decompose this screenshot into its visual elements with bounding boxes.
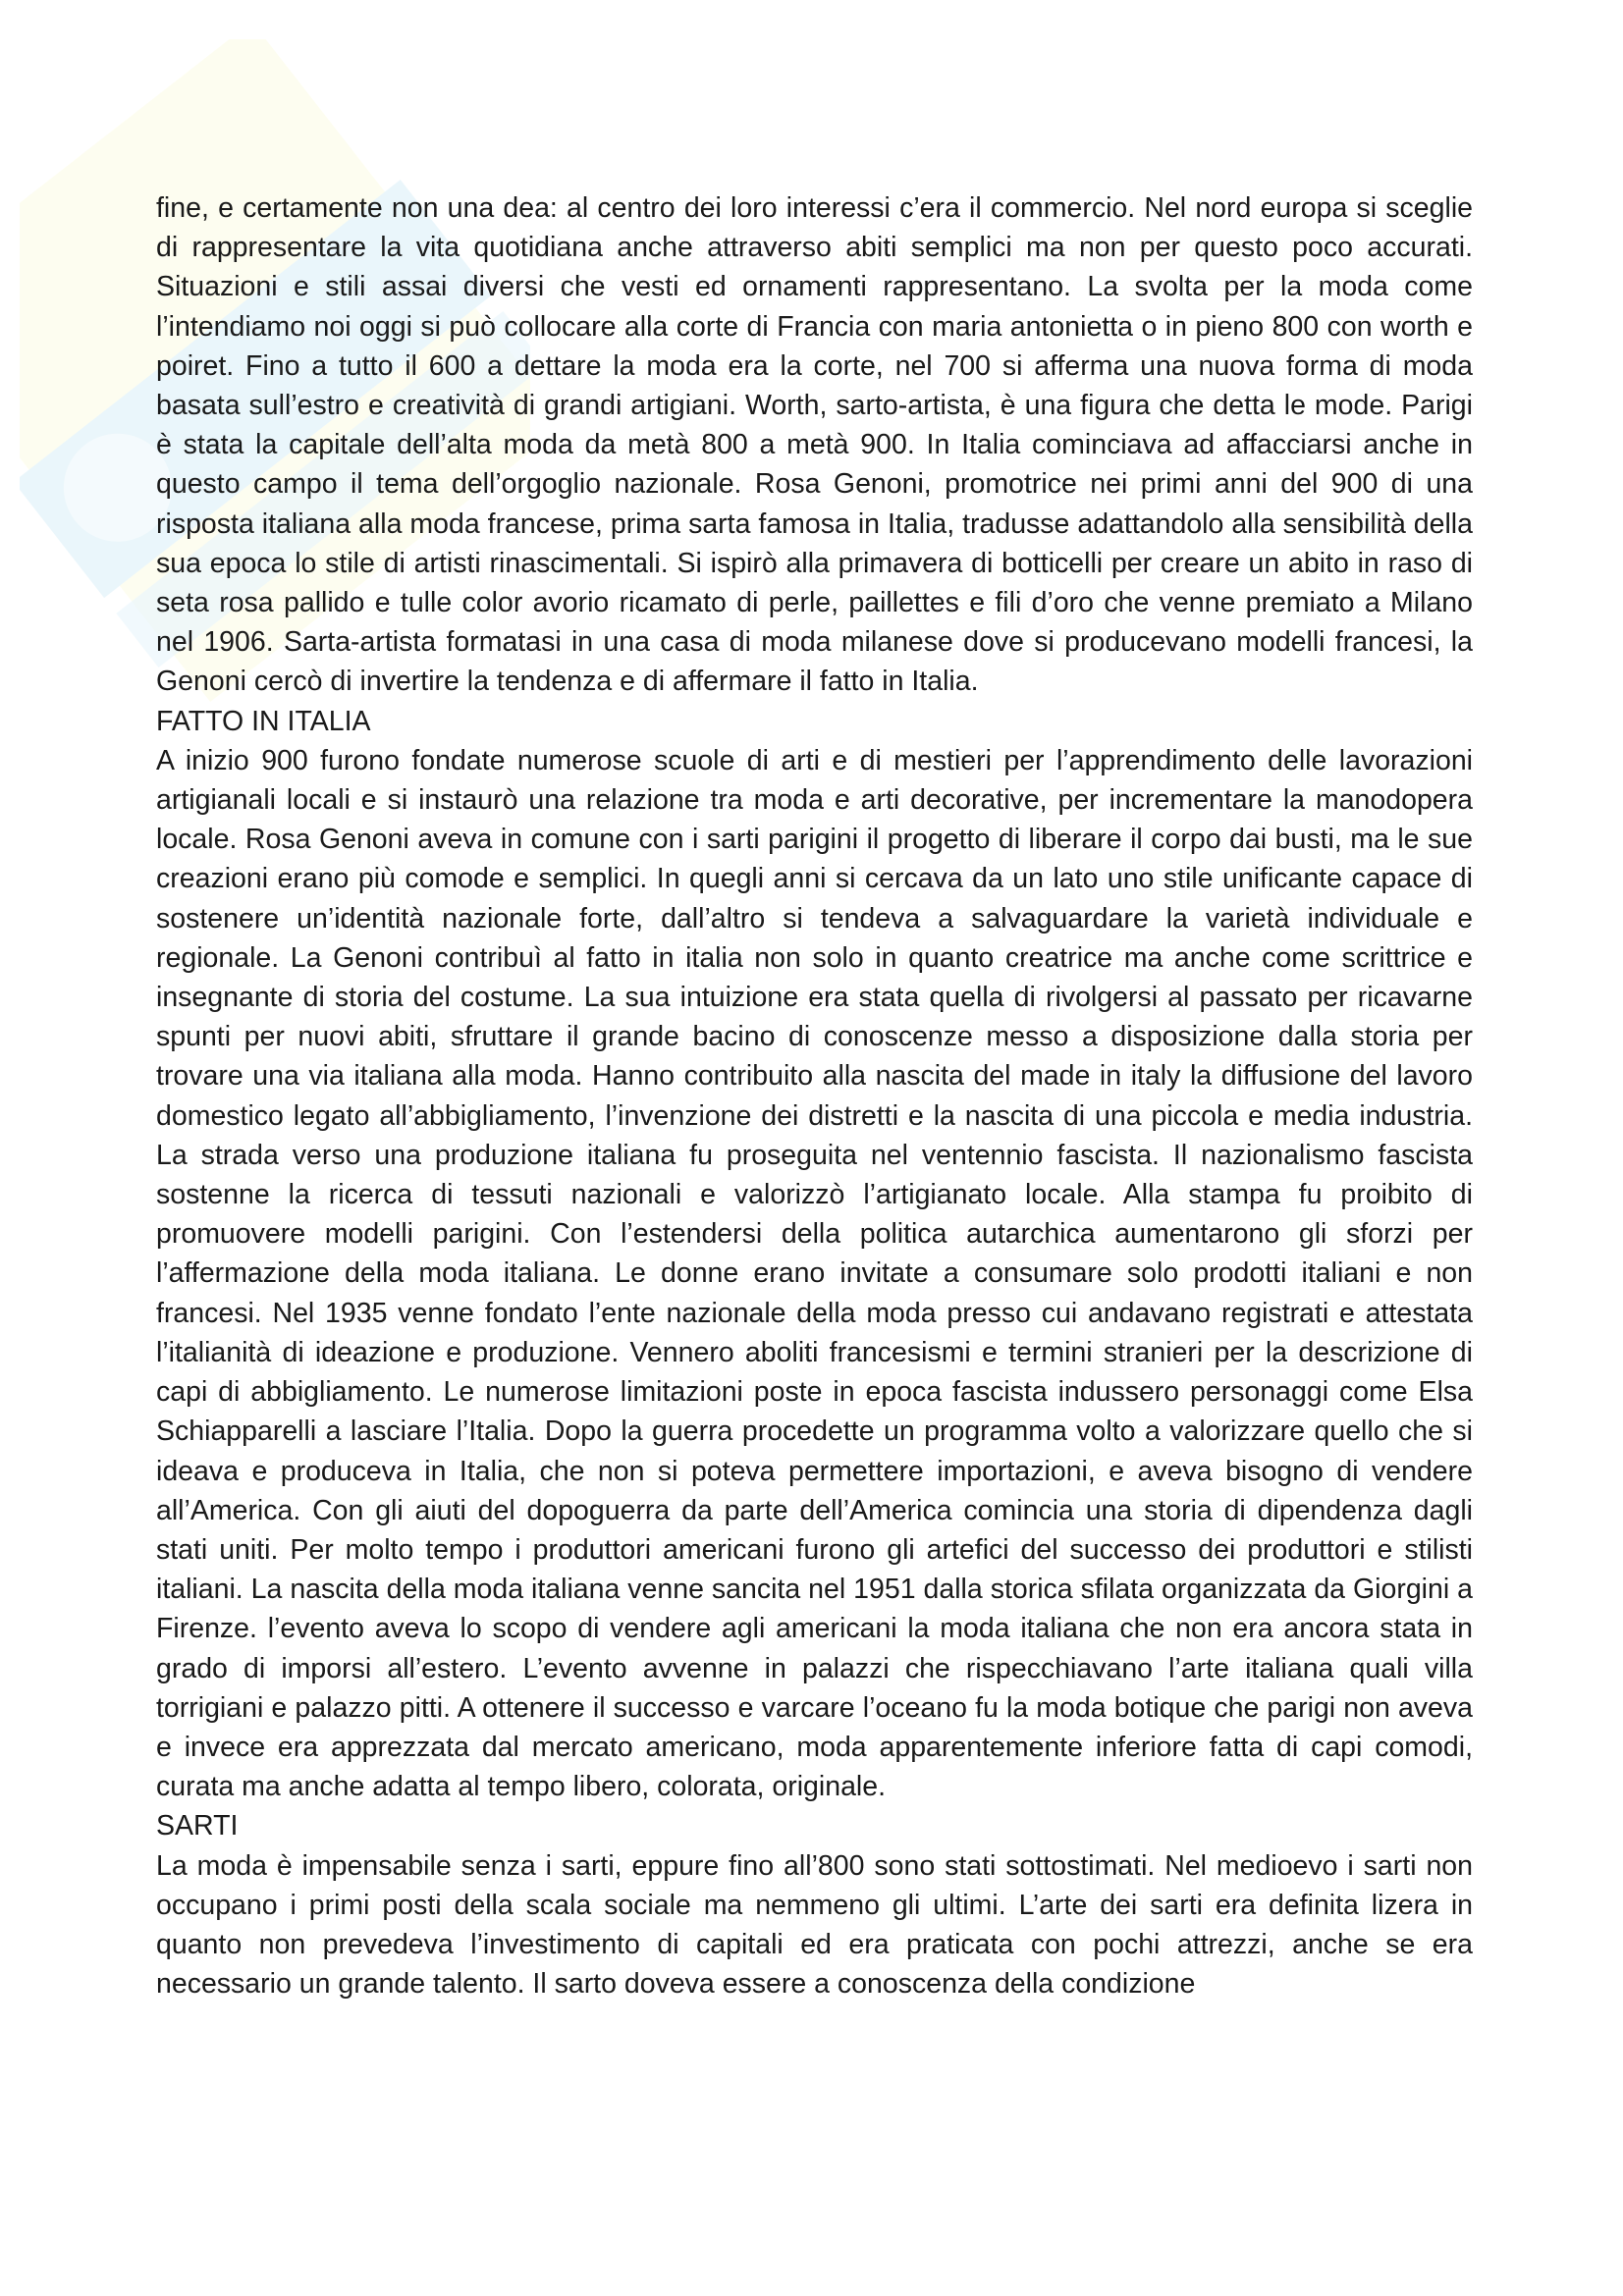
- heading-fatto-in-italia: FATTO IN ITALIA: [156, 705, 371, 737]
- paragraph-intro: fine, e certamente non una dea: al centro dei loro interessi c’era il commercio. Nel nord europa si sceglie di rappresentare la vita quotidiana anche attraverso abiti semplici ma non per questo poco accurati. Situazioni e stili assai diversi che vesti ed ornamenti rappresentano. La svolta per la moda come l’intendiamo noi oggi si può collocare alla corte di Francia con maria antonietta o in pieno 800 con worth e poiret. Fino a tutto il 600 a dettare la moda era la corte, nel 700 si afferma una nuova forma di moda basata sull’estro e creatività di grandi artigiani. Worth, sarto-artista, è una figura che detta le mode. Parigi è stata la capitale dell’alta moda da metà 800 a metà 900. In Italia cominciava ad affacciarsi anche in questo campo il tema dell’orgoglio nazionale. Rosa Genoni, promotrice nei primi anni del 900 di una risposta italiana alla moda francese, prima sarta famosa in Italia, tradusse adattandolo alla sensibilità della sua epoca lo stile di artisti rinascimentali. Si ispirò alla primavera di botticelli per creare un abito in raso di seta rosa pallido e tulle color avorio ricamato di perle, paillettes e fili d’oro che venne premiato a Milano nel 1906. Sarta-artista formatasi in una casa di moda milanese dove si producevano modelli francesi, la Genoni cercò di invertire la tendenza e di affermare il fatto in Italia.: [156, 192, 1473, 698]
- paragraph-fatto-in-italia: A inizio 900 furono fondate numerose scuole di arti e di mestieri per l’apprendimento delle lavorazioni artigianali locali e si instaurò una relazione tra moda e arti decorative, per incrementare la manodopera locale. Rosa Genoni aveva in comune con i sarti parigini il progetto di liberare il corpo dai busti, ma le sue creazioni erano più comode e semplici. In quegli anni si cercava da un lato uno stile unificante capace di sostenere un’identità nazionale forte, dall’altro si tendeva a salvaguardare la varietà individuale e regionale. La Genoni contribuì al fatto in italia non solo in quanto creatrice ma anche come scrittrice e insegnante di storia del costume. La sua intuizione era stata quella di rivolgersi al passato per ricavarne spunti per nuovi abiti, sfruttare il grande bacino di conoscenze messo a disposizione dalla storia per trovare una via italiana alla moda. Hanno contribuito alla nascita del made in italy la diffusione del lavoro domestico legato all’abbigliamento, l’invenzione dei distretti e la nascita di una piccola e media industria. La strada verso una produzione italiana fu proseguita nel ventennio fascista. Il nazionalismo fascista sostenne la ricerca di tessuti nazionali e valorizzò l’artigianato locale. Alla stampa fu proibito di promuovere modelli parigini. Con l’estendersi della politica autarchica aumentarono gli sforzi per l’affermazione della moda italiana. Le donne erano invitate a consumare solo prodotti italiani e non francesi. Nel 1935 venne fondato l’ente nazionale della moda presso cui andavano registrati e attestata l’italianità di ideazione e produzione. Vennero aboliti francesismi e termini stranieri per la descrizione di capi di abbigliamento. Le numerose limitazioni poste in epoca fascista indussero personaggi come Elsa Schiapparelli a lasciare l’Italia. Dopo la guerra procedette un programma volto a valorizzare quello che si ideava e produceva in Italia, che non si poteva permettere importazioni, e aveva bisogno di vendere all’America. Con gli aiuti del dopoguerra da parte dell’America comincia una storia di dipendenza dagli stati uniti. Per molto tempo i produttori americani furono gli artefici del successo dei produttori e stilisti italiani. La nascita della moda italiana venne sancita nel 1951 dalla storica sfilata organizzata da Giorgini a Firenze. l’evento aveva lo scopo di vendere agli americani la moda italiana che non era ancora stata in grado di imporsi all’estero. L’evento avvenne in palazzi che rispecchiavano l’arte italiana quali villa torrigiani e palazzo pitti. A ottenere il successo e varcare l’oceano fu la moda botique che parigi non aveva e invece era apprezzata dal mercato americano, moda apparentemente inferiore fatta di capi comodi, curata ma anche adatta al tempo libero, colorata, originale.: [156, 744, 1473, 1803]
- paragraph-sarti: La moda è impensabile senza i sarti, eppure fino all’800 sono stati sottostimati. Nel medioevo i sarti non occupano i primi posti della scala sociale ma nemmeno gli ultimi. L’arte dei sarti era definita lizera in quanto non prevedeva l’investimento di capitali ed era praticata con pochi attrezzi, anche se era necessario un grande talento. Il sarto doveva essere a conoscenza della condizione: [156, 1849, 1473, 2001]
- document-body: [156, 188, 1473, 2003]
- heading-sarti: SARTI: [156, 1810, 239, 1842]
